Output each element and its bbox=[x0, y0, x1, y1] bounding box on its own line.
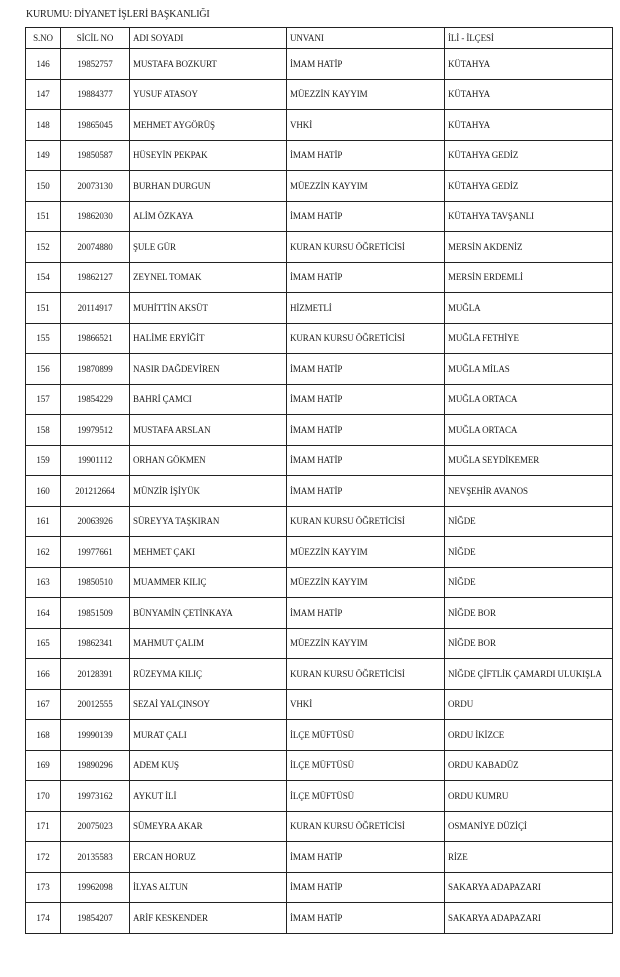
cell-name: ARİF KESKENDER bbox=[130, 903, 287, 934]
cell-province-district: ORDU bbox=[445, 689, 613, 720]
cell-province-district: SAKARYA ADAPAZARI bbox=[445, 872, 613, 903]
cell-province-district: NİĞDE bbox=[445, 537, 613, 568]
table-row bbox=[26, 110, 613, 141]
table-body bbox=[26, 49, 613, 934]
cell-title: KURAN KURSU ÖĞRETİCİSİ bbox=[287, 811, 445, 842]
cell-province-district: ORDU KUMRU bbox=[445, 781, 613, 812]
cell-sicil-no: 20074880 bbox=[61, 232, 130, 263]
cell-name: ORHAN GÖKMEN bbox=[130, 445, 287, 476]
cell-sicil-no: 19962098 bbox=[61, 872, 130, 903]
cell-sno: 161 bbox=[26, 506, 61, 537]
cell-province-district: NİĞDE bbox=[445, 506, 613, 537]
table-row bbox=[26, 384, 613, 415]
cell-name: BAHRİ ÇAMCI bbox=[130, 384, 287, 415]
cell-title: İMAM HATİP bbox=[287, 354, 445, 385]
cell-sicil-no: 20063926 bbox=[61, 506, 130, 537]
cell-province-district: NEVŞEHİR AVANOS bbox=[445, 476, 613, 507]
table-row bbox=[26, 750, 613, 781]
table-row bbox=[26, 781, 613, 812]
cell-name: MAHMUT ÇALIM bbox=[130, 628, 287, 659]
cell-title: HİZMETLİ bbox=[287, 293, 445, 324]
cell-sno: 151 bbox=[26, 293, 61, 324]
cell-sno: 168 bbox=[26, 720, 61, 751]
cell-name: HÜSEYİN PEKPAK bbox=[130, 140, 287, 171]
cell-sno: 160 bbox=[26, 476, 61, 507]
cell-sicil-no: 201212664 bbox=[61, 476, 130, 507]
cell-title: İMAM HATİP bbox=[287, 49, 445, 80]
cell-province-district: MUĞLA bbox=[445, 293, 613, 324]
cell-sno: 148 bbox=[26, 110, 61, 141]
cell-name: YUSUF ATASOY bbox=[130, 79, 287, 110]
cell-title: İMAM HATİP bbox=[287, 872, 445, 903]
cell-title: KURAN KURSU ÖĞRETİCİSİ bbox=[287, 232, 445, 263]
cell-sno: 157 bbox=[26, 384, 61, 415]
cell-title: MÜEZZİN KAYYIM bbox=[287, 537, 445, 568]
cell-title: İMAM HATİP bbox=[287, 842, 445, 873]
cell-sicil-no: 19979512 bbox=[61, 415, 130, 446]
cell-province-district: MUĞLA MİLAS bbox=[445, 354, 613, 385]
cell-sicil-no: 20128391 bbox=[61, 659, 130, 690]
cell-name: ŞULE GÜR bbox=[130, 232, 287, 263]
cell-sno: 146 bbox=[26, 49, 61, 80]
header-sicil-no: SİCİL NO bbox=[61, 28, 130, 49]
cell-name: MÜNZİR İŞİYÜK bbox=[130, 476, 287, 507]
cell-sicil-no: 19990139 bbox=[61, 720, 130, 751]
cell-title: İMAM HATİP bbox=[287, 476, 445, 507]
table-row bbox=[26, 903, 613, 934]
table-row bbox=[26, 476, 613, 507]
table-row bbox=[26, 567, 613, 598]
header-province-district: İLİ - İLÇESİ bbox=[445, 28, 613, 49]
cell-name: MEHMET AYGÖRÜŞ bbox=[130, 110, 287, 141]
cell-title: İMAM HATİP bbox=[287, 262, 445, 293]
cell-province-district: KÜTAHYA bbox=[445, 49, 613, 80]
cell-province-district: MUĞLA ORTACA bbox=[445, 384, 613, 415]
cell-title: KURAN KURSU ÖĞRETİCİSİ bbox=[287, 659, 445, 690]
table-row bbox=[26, 598, 613, 629]
cell-province-district: ORDU İKİZCE bbox=[445, 720, 613, 751]
cell-sno: 155 bbox=[26, 323, 61, 354]
header-sno: S.NO bbox=[26, 28, 61, 49]
cell-name: RÜZEYMA KILIÇ bbox=[130, 659, 287, 690]
cell-sicil-no: 19854207 bbox=[61, 903, 130, 934]
cell-sicil-no: 19901112 bbox=[61, 445, 130, 476]
header-name: ADI SOYADI bbox=[130, 28, 287, 49]
cell-sicil-no: 19973162 bbox=[61, 781, 130, 812]
cell-name: MUSTAFA BOZKURT bbox=[130, 49, 287, 80]
cell-title: KURAN KURSU ÖĞRETİCİSİ bbox=[287, 323, 445, 354]
table-row bbox=[26, 811, 613, 842]
cell-sicil-no: 19865045 bbox=[61, 110, 130, 141]
cell-title: İMAM HATİP bbox=[287, 384, 445, 415]
cell-title: VHKİ bbox=[287, 110, 445, 141]
table-row bbox=[26, 689, 613, 720]
cell-province-district: RİZE bbox=[445, 842, 613, 873]
cell-name: SEZAİ YALÇINSOY bbox=[130, 689, 287, 720]
cell-sicil-no: 19866521 bbox=[61, 323, 130, 354]
cell-sno: 150 bbox=[26, 171, 61, 202]
cell-sno: 173 bbox=[26, 872, 61, 903]
cell-name: MUHİTTİN AKSÜT bbox=[130, 293, 287, 324]
table-row bbox=[26, 628, 613, 659]
cell-sno: 169 bbox=[26, 750, 61, 781]
cell-sicil-no: 19862030 bbox=[61, 201, 130, 232]
cell-name: ADEM KUŞ bbox=[130, 750, 287, 781]
cell-name: MEHMET ÇAKI bbox=[130, 537, 287, 568]
cell-province-district: MUĞLA ORTACA bbox=[445, 415, 613, 446]
cell-name: MURAT ÇALI bbox=[130, 720, 287, 751]
cell-province-district: KÜTAHYA bbox=[445, 79, 613, 110]
table-row bbox=[26, 49, 613, 80]
cell-title: MÜEZZİN KAYYIM bbox=[287, 567, 445, 598]
cell-name: SÜREYYA TAŞKIRAN bbox=[130, 506, 287, 537]
cell-sno: 147 bbox=[26, 79, 61, 110]
cell-title: İMAM HATİP bbox=[287, 445, 445, 476]
cell-title: MÜEZZİN KAYYIM bbox=[287, 79, 445, 110]
cell-province-district: NİĞDE ÇİFTLİK ÇAMARDI ULUKIŞLA bbox=[445, 659, 613, 690]
table-row bbox=[26, 872, 613, 903]
cell-province-district: MERSİN ERDEMLİ bbox=[445, 262, 613, 293]
cell-sno: 159 bbox=[26, 445, 61, 476]
table-row bbox=[26, 445, 613, 476]
table-row bbox=[26, 506, 613, 537]
table-row bbox=[26, 79, 613, 110]
cell-province-district: ORDU KABADÜZ bbox=[445, 750, 613, 781]
cell-title: İMAM HATİP bbox=[287, 903, 445, 934]
table-row bbox=[26, 415, 613, 446]
cell-province-district: NİĞDE bbox=[445, 567, 613, 598]
cell-province-district: SAKARYA ADAPAZARI bbox=[445, 903, 613, 934]
cell-name: BÜNYAMİN ÇETİNKAYA bbox=[130, 598, 287, 629]
table-row bbox=[26, 537, 613, 568]
header-title: UNVANI bbox=[287, 28, 445, 49]
cell-name: HALİME ERYİĞİT bbox=[130, 323, 287, 354]
cell-sicil-no: 20012555 bbox=[61, 689, 130, 720]
cell-sicil-no: 19850587 bbox=[61, 140, 130, 171]
cell-sno: 162 bbox=[26, 537, 61, 568]
cell-sno: 164 bbox=[26, 598, 61, 629]
cell-province-district: KÜTAHYA GEDİZ bbox=[445, 140, 613, 171]
table-header-row bbox=[26, 28, 613, 49]
table-row bbox=[26, 323, 613, 354]
cell-province-district: KÜTAHYA GEDİZ bbox=[445, 171, 613, 202]
cell-sno: 163 bbox=[26, 567, 61, 598]
cell-sno: 151 bbox=[26, 201, 61, 232]
cell-sno: 165 bbox=[26, 628, 61, 659]
cell-sno: 166 bbox=[26, 659, 61, 690]
cell-name: İLYAS ALTUN bbox=[130, 872, 287, 903]
cell-sicil-no: 19870899 bbox=[61, 354, 130, 385]
cell-sno: 158 bbox=[26, 415, 61, 446]
table-row bbox=[26, 354, 613, 385]
cell-sicil-no: 19854229 bbox=[61, 384, 130, 415]
cell-name: SÜMEYRA AKAR bbox=[130, 811, 287, 842]
cell-title: İLÇE MÜFTÜSÜ bbox=[287, 720, 445, 751]
table-row bbox=[26, 842, 613, 873]
table-row bbox=[26, 171, 613, 202]
cell-title: İMAM HATİP bbox=[287, 140, 445, 171]
cell-sicil-no: 19851509 bbox=[61, 598, 130, 629]
cell-title: İMAM HATİP bbox=[287, 598, 445, 629]
cell-sicil-no: 20114917 bbox=[61, 293, 130, 324]
cell-sno: 156 bbox=[26, 354, 61, 385]
cell-sicil-no: 19890296 bbox=[61, 750, 130, 781]
cell-sicil-no: 19862127 bbox=[61, 262, 130, 293]
table-row bbox=[26, 140, 613, 171]
cell-title: İLÇE MÜFTÜSÜ bbox=[287, 750, 445, 781]
cell-name: ZEYNEL TOMAK bbox=[130, 262, 287, 293]
cell-province-district: KÜTAHYA bbox=[445, 110, 613, 141]
cell-sicil-no: 19850510 bbox=[61, 567, 130, 598]
cell-title: İMAM HATİP bbox=[287, 415, 445, 446]
table-row bbox=[26, 201, 613, 232]
cell-title: KURAN KURSU ÖĞRETİCİSİ bbox=[287, 506, 445, 537]
cell-title: İLÇE MÜFTÜSÜ bbox=[287, 781, 445, 812]
cell-sno: 149 bbox=[26, 140, 61, 171]
cell-title: MÜEZZİN KAYYIM bbox=[287, 171, 445, 202]
cell-sno: 174 bbox=[26, 903, 61, 934]
cell-sicil-no: 20075023 bbox=[61, 811, 130, 842]
table-row bbox=[26, 232, 613, 263]
table-row bbox=[26, 720, 613, 751]
cell-sno: 152 bbox=[26, 232, 61, 263]
cell-province-district: OSMANİYE DÜZİÇİ bbox=[445, 811, 613, 842]
cell-sno: 170 bbox=[26, 781, 61, 812]
cell-province-district: NİĞDE BOR bbox=[445, 628, 613, 659]
cell-sicil-no: 20073130 bbox=[61, 171, 130, 202]
cell-sicil-no: 19884377 bbox=[61, 79, 130, 110]
cell-name: MUSTAFA ARSLAN bbox=[130, 415, 287, 446]
cell-sno: 172 bbox=[26, 842, 61, 873]
table-row bbox=[26, 262, 613, 293]
table-row bbox=[26, 293, 613, 324]
cell-sicil-no: 20135583 bbox=[61, 842, 130, 873]
cell-name: ERCAN HORUZ bbox=[130, 842, 287, 873]
cell-title: İMAM HATİP bbox=[287, 201, 445, 232]
cell-name: BURHAN DURGUN bbox=[130, 171, 287, 202]
cell-sno: 171 bbox=[26, 811, 61, 842]
document-title: KURUMU: DİYANET İŞLERİ BAŞKANLIĞI bbox=[26, 9, 210, 20]
cell-province-district: MUĞLA FETHİYE bbox=[445, 323, 613, 354]
cell-name: AYKUT İLİ bbox=[130, 781, 287, 812]
personnel-table bbox=[25, 27, 613, 934]
cell-province-district: MUĞLA SEYDİKEMER bbox=[445, 445, 613, 476]
cell-sno: 154 bbox=[26, 262, 61, 293]
table-row bbox=[26, 659, 613, 690]
cell-name: NASIR DAĞDEVİREN bbox=[130, 354, 287, 385]
cell-title: MÜEZZİN KAYYIM bbox=[287, 628, 445, 659]
cell-sicil-no: 19977661 bbox=[61, 537, 130, 568]
cell-sicil-no: 19852757 bbox=[61, 49, 130, 80]
cell-name: MUAMMER KILIÇ bbox=[130, 567, 287, 598]
cell-province-district: NİĞDE BOR bbox=[445, 598, 613, 629]
cell-province-district: MERSİN AKDENİZ bbox=[445, 232, 613, 263]
cell-sno: 167 bbox=[26, 689, 61, 720]
cell-province-district: KÜTAHYA TAVŞANLI bbox=[445, 201, 613, 232]
cell-title: VHKİ bbox=[287, 689, 445, 720]
cell-name: ALİM ÖZKAYA bbox=[130, 201, 287, 232]
cell-sicil-no: 19862341 bbox=[61, 628, 130, 659]
